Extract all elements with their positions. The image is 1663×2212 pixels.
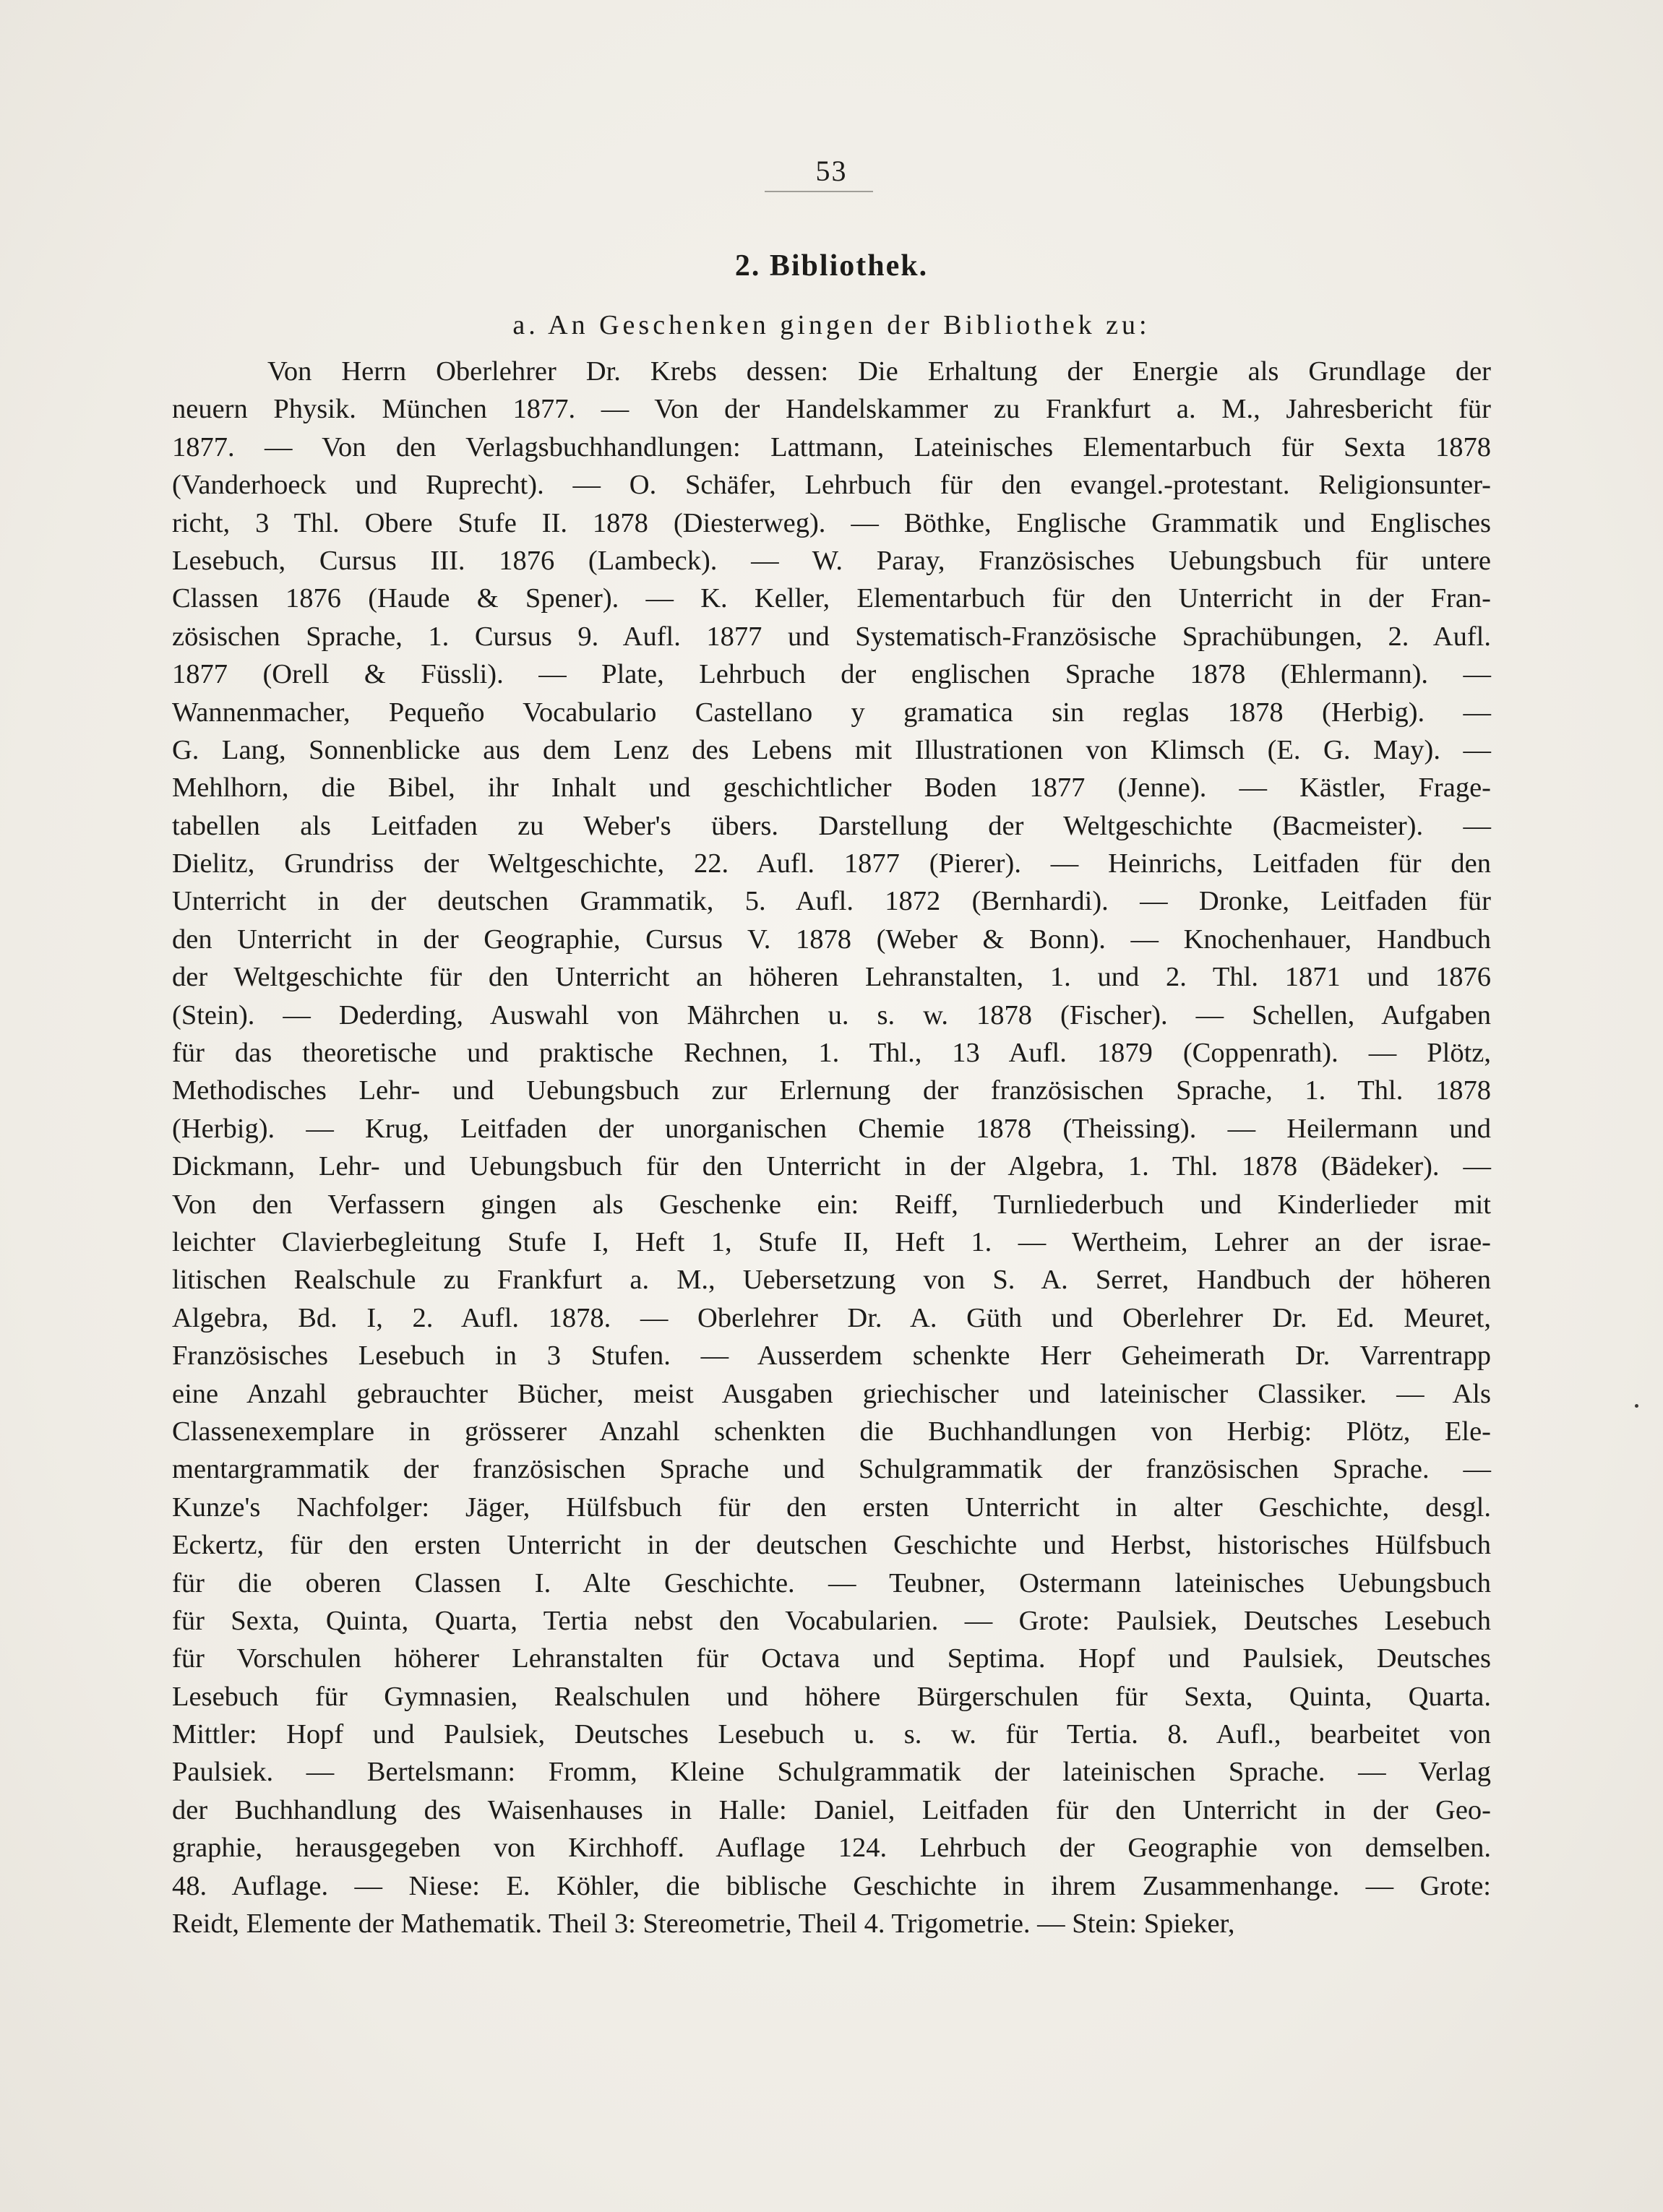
body-line: Lesebuch, Cursus III. 1876 (Lambeck). — W. Paray, Französisches Uebungsbuch für untere	[172, 545, 1491, 576]
body-line: der Buchhandlung des Waisenhauses in Halle: Daniel, Leitfaden für den Unterricht in der Geo-	[172, 1794, 1491, 1825]
body-line: Classen 1876 (Haude & Spener). — K. Keller, Elementarbuch für den Unterricht in der Fran-	[172, 583, 1491, 614]
body-line: Reidt, Elemente der Mathematik. Theil 3: Stereometrie, Theil 4. Trigometrie. — Stein: Spieker,	[172, 1908, 1235, 1940]
body-line: graphie, herausgegeben von Kirchhoff. Auflage 124. Lehrbuch der Geographie von demselben.	[172, 1833, 1491, 1864]
body-line: Algebra, Bd. I, 2. Aufl. 1878. — Oberlehrer Dr. A. Güth und Oberlehrer Dr. Ed. Meuret,	[172, 1302, 1491, 1333]
body-text	[172, 353, 1491, 1942]
body-line: neuern Physik. München 1877. — Von der Handelskammer zu Frankfurt a. M., Jahresbericht für	[172, 394, 1491, 425]
body-line: Dielitz, Grundriss der Weltgeschichte, 22. Aufl. 1877 (Pierer). — Heinrichs, Leitfaden für den	[172, 848, 1491, 879]
body-line: Classenexemplare in grösserer Anzahl schenkten die Buchhandlungen von Herbig: Plötz, Ele-	[172, 1416, 1491, 1447]
body-line: Dickmann, Lehr- und Uebungsbuch für den Unterricht in der Algebra, 1. Thl. 1878 (Bädeker). —	[172, 1151, 1491, 1182]
body-line: (Vanderhoeck und Ruprecht). — O. Schäfer, Lehrbuch für den evangel.-protestant. Religionsunter-	[172, 470, 1491, 501]
body-line: Eckertz, für den ersten Unterricht in der deutschen Geschichte und Herbst, historisches Hülfsbuch	[172, 1530, 1491, 1561]
section-title: 2. Bibliothek.	[734, 249, 929, 283]
body-line: für das theoretische und praktische Rechnen, 1. Thl., 13 Aufl. 1879 (Coppenrath). — Plötz,	[172, 1038, 1491, 1069]
body-line: Von den Verfassern gingen als Geschenke ein: Reiff, Turnliederbuch und Kinderlieder mit	[172, 1189, 1491, 1220]
body-line: Mehlhorn, die Bibel, ihr Inhalt und geschichtlicher Boden 1877 (Jenne). — Kästler, Frage-	[172, 773, 1491, 804]
body-line: G. Lang, Sonnenblicke aus dem Lenz des Lebens mit Illustrationen von Klimsch (E. G. May). —	[172, 734, 1491, 765]
body-line: für Sexta, Quinta, Quarta, Tertia nebst den Vocabularien. — Grote: Paulsiek, Deutsches Lesebuch	[172, 1605, 1491, 1636]
body-line: 1877 (Orell & Füssli). — Plate, Lehrbuch der englischen Sprache 1878 (Ehlermann). —	[172, 659, 1491, 690]
body-line: Wannenmacher, Pequeño Vocabulario Castellano y gramatica sin reglas 1878 (Herbig). —	[172, 697, 1491, 728]
body-line: Kunze's Nachfolger: Jäger, Hülfsbuch für den ersten Unterricht in alter Geschichte, desgl.	[172, 1492, 1491, 1523]
body-line: 1877. — Von den Verlagsbuchhandlungen: Lattmann, Lateinisches Elementarbuch für Sexta 1878	[172, 431, 1491, 462]
page-number-ornament	[765, 191, 873, 195]
body-line: für Vorschulen höherer Lehranstalten für Octava und Septima. Hopf und Paulsiek, Deutsches	[172, 1643, 1491, 1674]
body-line: Mittler: Hopf und Paulsiek, Deutsches Lesebuch u. s. w. für Tertia. 8. Aufl., bearbeitet von	[172, 1719, 1491, 1750]
body-line: Paulsiek. — Bertelsmann: Fromm, Kleine Schulgrammatik der lateinischen Sprache. — Verlag	[172, 1757, 1491, 1788]
body-line: mentargrammatik der französischen Sprache und Schulgrammatik der französischen Sprache. —	[172, 1454, 1491, 1485]
body-line: Methodisches Lehr- und Uebungsbuch zur Erlernung der französischen Sprache, 1. Thl. 1878	[172, 1075, 1491, 1106]
body-line: (Herbig). — Krug, Leitfaden der unorganischen Chemie 1878 (Theissing). — Heilermann und	[172, 1113, 1491, 1144]
body-line: zösischen Sprache, 1. Cursus 9. Aufl. 1877 und Systematisch-Französische Sprachübungen, 2. Aufl.	[172, 621, 1491, 652]
body-line: für die oberen Classen I. Alte Geschichte. — Teubner, Ostermann lateinisches Uebungsbuch	[172, 1567, 1491, 1598]
body-line: litischen Realschule zu Frankfurt a. M., Uebersetzung von S. A. Serret, Handbuch der höheren	[172, 1265, 1491, 1296]
body-line: Unterricht in der deutschen Grammatik, 5. Aufl. 1872 (Bernhardi). — Dronke, Leitfaden für	[172, 886, 1491, 917]
body-line: tabellen als Leitfaden zu Weber's übers. Darstellung der Weltgeschichte (Bacmeister). —	[172, 810, 1491, 841]
body-line: Lesebuch für Gymnasien, Realschulen und höhere Bürgerschulen für Sexta, Quinta, Quarta.	[172, 1681, 1491, 1712]
print-speck	[1635, 1404, 1638, 1408]
body-line: (Stein). — Dederding, Auswahl von Mährchen u. s. w. 1878 (Fischer). — Schellen, Aufgaben	[172, 999, 1491, 1030]
body-line: Von Herrn Oberlehrer Dr. Krebs dessen: Die Erhaltung der Energie als Grundlage der	[267, 356, 1491, 387]
body-line: 48. Auflage. — Niese: E. Köhler, die biblische Geschichte in ihrem Zusammenhange. — Grote:	[172, 1870, 1491, 1901]
body-line: leichter Clavierbegleitung Stufe I, Heft 1, Stufe II, Heft 1. — Wertheim, Lehrer an der israe-	[172, 1226, 1491, 1257]
body-line: Französisches Lesebuch in 3 Stufen. — Ausserdem schenkte Herr Geheimerath Dr. Varrentrapp	[172, 1340, 1491, 1372]
subsection-heading: a. An Geschenken gingen der Bibliothek zu:	[512, 310, 1151, 340]
body-line: eine Anzahl gebrauchter Bücher, meist Ausgaben griechischer und lateinischer Classiker. — Als	[172, 1378, 1491, 1409]
body-line: den Unterricht in der Geographie, Cursus V. 1878 (Weber & Bonn). — Knochenhauer, Handbuch	[172, 924, 1491, 955]
body-line: richt, 3 Thl. Obere Stufe II. 1878 (Diesterweg). — Böthke, Englische Grammatik und Englisches	[172, 507, 1491, 538]
body-line: der Weltgeschichte für den Unterricht an höheren Lehranstalten, 1. und 2. Thl. 1871 und 1876	[172, 962, 1491, 993]
page-number: 53	[815, 155, 848, 187]
